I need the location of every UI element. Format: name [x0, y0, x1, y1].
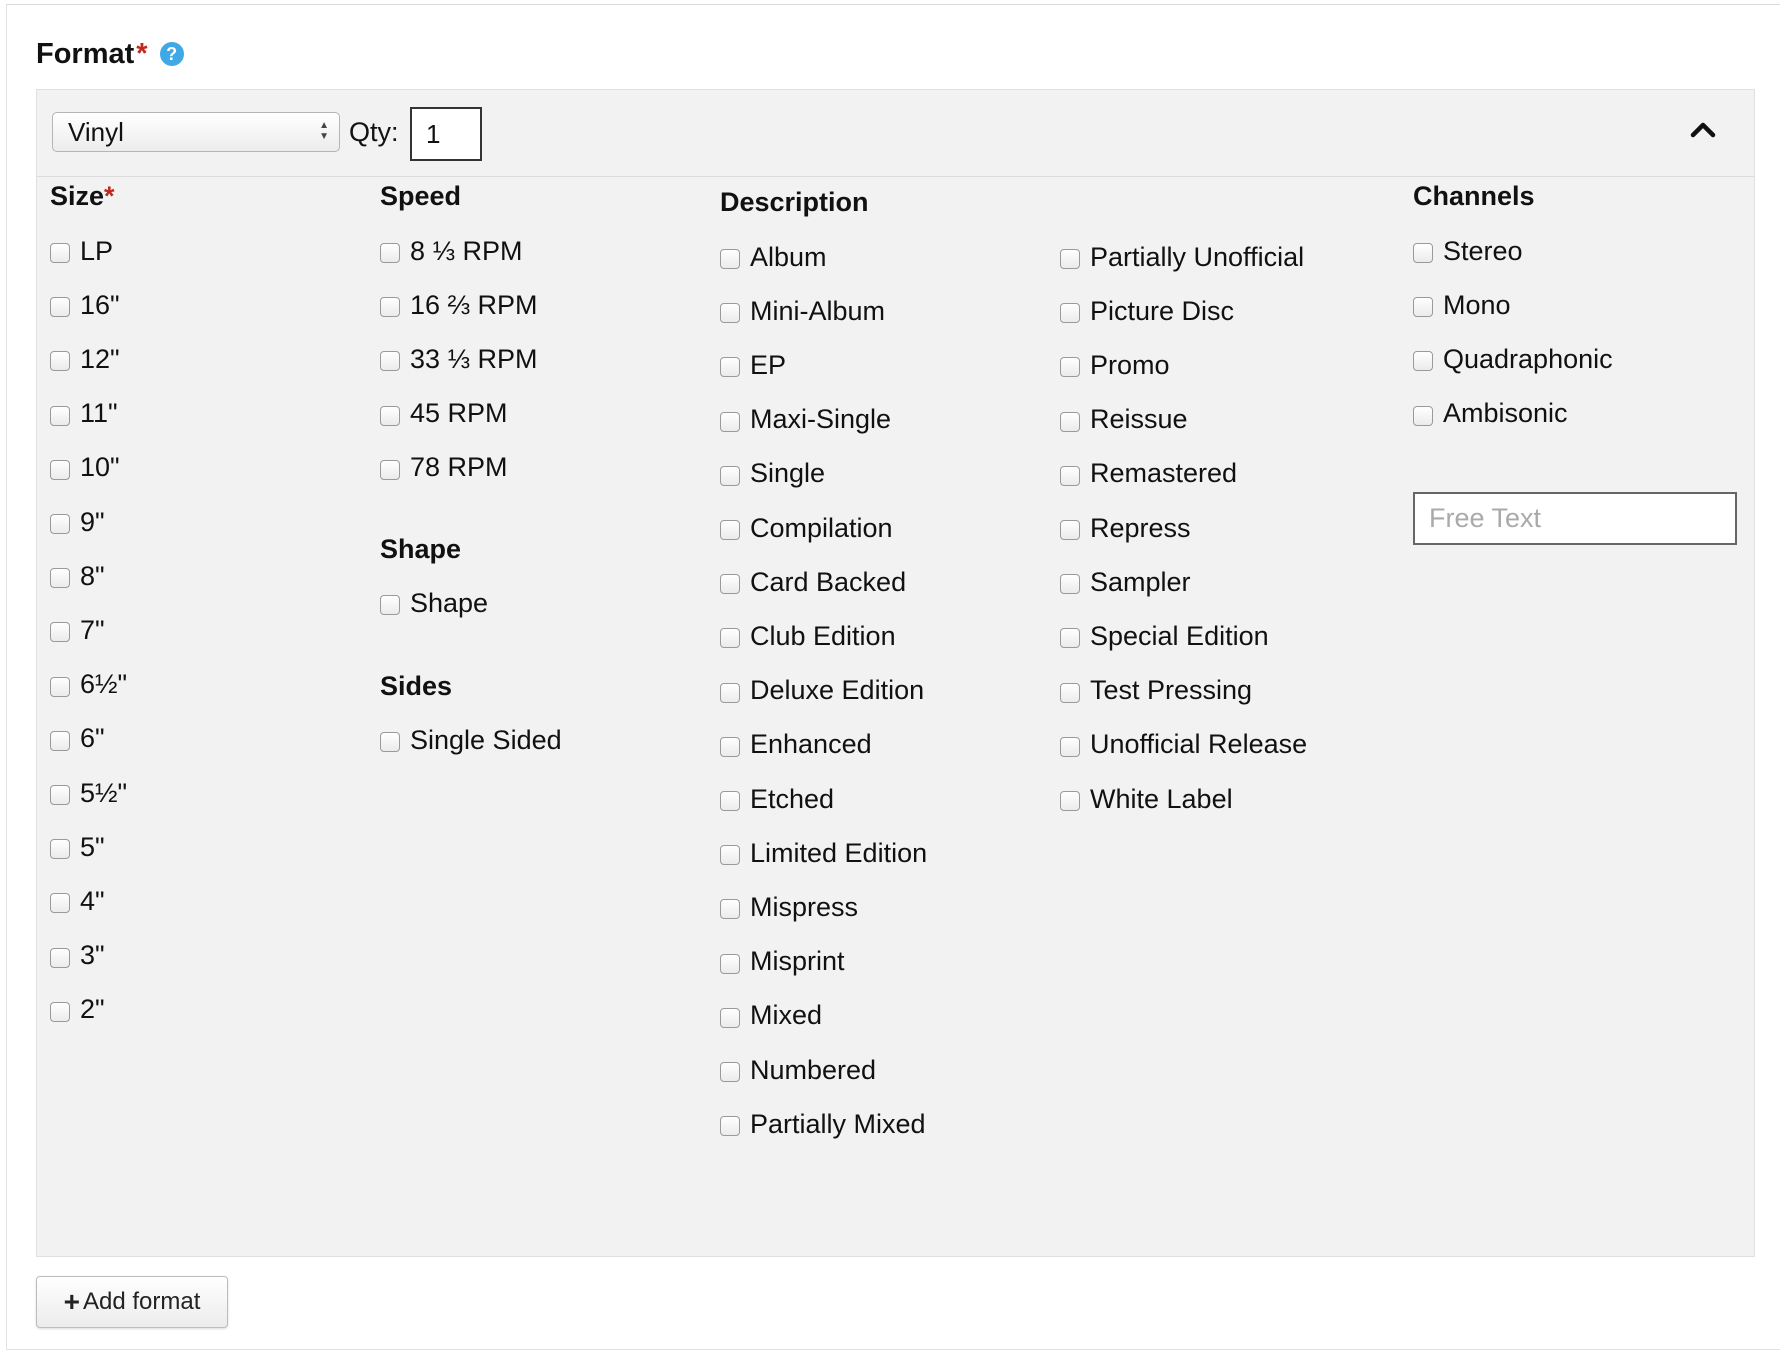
checkbox-label: 16": [80, 289, 120, 320]
checkbox[interactable]: [50, 243, 70, 263]
checkbox[interactable]: [1413, 406, 1433, 426]
checkbox-option[interactable]: [50, 885, 105, 917]
checkbox[interactable]: [720, 683, 740, 703]
checkbox-option[interactable]: [50, 289, 120, 321]
checkbox-option[interactable]: [50, 398, 118, 430]
format-label: Format: [36, 37, 135, 70]
checkbox-label: 6": [80, 723, 105, 754]
chevron-up-icon[interactable]: [1688, 114, 1718, 144]
checkbox-option[interactable]: [720, 946, 845, 978]
checkbox-option[interactable]: [1060, 349, 1170, 381]
checkbox[interactable]: [50, 731, 70, 751]
checkbox-option[interactable]: [720, 404, 891, 436]
checkbox-option[interactable]: [50, 723, 105, 755]
checkbox[interactable]: [380, 460, 400, 480]
checkbox[interactable]: [720, 954, 740, 974]
checkbox-option[interactable]: [1413, 235, 1523, 267]
checkbox[interactable]: [50, 568, 70, 588]
checkbox[interactable]: [380, 243, 400, 263]
checkbox[interactable]: [720, 1062, 740, 1082]
speed-title: Speed: [380, 181, 462, 211]
checkbox-label: 6½": [80, 669, 128, 700]
checkbox-label: Promo: [1090, 349, 1170, 380]
checkbox-option[interactable]: [1060, 783, 1233, 815]
checkbox[interactable]: [720, 357, 740, 377]
checkbox[interactable]: [50, 406, 70, 426]
checkbox-label: Numbered: [750, 1054, 877, 1085]
checkbox-label: 8 ⅓ RPM: [410, 235, 523, 266]
checkbox-option[interactable]: [50, 777, 127, 809]
checkbox[interactable]: [720, 845, 740, 865]
checkbox[interactable]: [1060, 737, 1080, 757]
checkbox[interactable]: [380, 406, 400, 426]
checkbox-label: 5": [80, 831, 105, 862]
checkbox-label: EP: [750, 349, 787, 380]
checkbox-option[interactable]: [1413, 343, 1613, 375]
checkbox-label: 7": [80, 614, 105, 645]
checkbox[interactable]: [50, 893, 70, 913]
checkbox-option[interactable]: [50, 940, 105, 972]
checkbox-label: 11": [80, 398, 118, 429]
checkbox-label: Unofficial Release: [1090, 729, 1308, 760]
checkbox-label: Mixed: [750, 1000, 823, 1031]
channels-free-text-input[interactable]: Free Text: [1413, 492, 1737, 545]
checkbox-label: 45 RPM: [410, 398, 508, 429]
checkbox-label: 3": [80, 940, 105, 971]
checkbox-label: Album: [750, 241, 827, 272]
checkbox-label: Stereo: [1443, 235, 1523, 266]
checkbox-option[interactable]: [380, 398, 508, 430]
checkbox[interactable]: [50, 460, 70, 480]
checkbox[interactable]: [1060, 249, 1080, 269]
checkbox-label: Limited Edition: [750, 837, 928, 868]
format-type-select[interactable]: [52, 112, 340, 152]
checkbox-option[interactable]: [50, 614, 105, 646]
checkbox-label: Reissue: [1090, 404, 1188, 435]
checkbox-label: Quadraphonic: [1443, 343, 1613, 374]
format-panel-header: [37, 90, 1754, 177]
checkbox-label: 12": [80, 343, 120, 374]
checkbox-option[interactable]: [50, 831, 105, 863]
checkbox[interactable]: [1060, 520, 1080, 540]
checkbox-option[interactable]: [720, 1108, 926, 1140]
checkbox-option[interactable]: [1060, 566, 1191, 598]
checkbox[interactable]: [50, 839, 70, 859]
qty-input[interactable]: 1: [410, 107, 482, 161]
checkbox-option[interactable]: [1413, 398, 1568, 430]
required-mark: *: [136, 37, 148, 70]
checkbox[interactable]: [50, 785, 70, 805]
checkbox[interactable]: [720, 791, 740, 811]
checkbox-option[interactable]: [50, 560, 105, 592]
checkbox-option[interactable]: [1060, 729, 1307, 761]
checkbox-label: 9": [80, 506, 105, 537]
checkbox[interactable]: [380, 351, 400, 371]
checkbox-label: Etched: [750, 783, 835, 814]
checkbox-option[interactable]: [720, 837, 927, 869]
checkbox[interactable]: [50, 677, 70, 697]
checkbox-option[interactable]: [50, 343, 120, 375]
checkbox-option[interactable]: [50, 452, 120, 484]
checkbox[interactable]: [380, 595, 400, 615]
checkbox-option[interactable]: [720, 620, 896, 652]
checkbox[interactable]: [720, 628, 740, 648]
add-format-label: Add format: [82, 1288, 201, 1315]
checkbox[interactable]: [720, 520, 740, 540]
checkbox-option[interactable]: [1060, 620, 1269, 652]
checkbox[interactable]: [380, 732, 400, 752]
checkbox-label: Partially Mixed: [750, 1108, 926, 1139]
qty-label: Qty:: [349, 117, 399, 147]
checkbox-option[interactable]: [380, 452, 508, 484]
checkbox-label: Enhanced: [750, 729, 872, 760]
checkbox-label: 33 ⅓ RPM: [410, 343, 538, 374]
checkbox-option[interactable]: [720, 349, 786, 381]
size-required-mark: *: [104, 181, 115, 211]
checkbox[interactable]: [1060, 791, 1080, 811]
checkbox-label: Mini-Album: [750, 295, 886, 326]
checkbox-label: Picture Disc: [1090, 295, 1235, 326]
checkbox-option[interactable]: [720, 675, 924, 707]
checkbox[interactable]: [1413, 297, 1433, 317]
checkbox-label: White Label: [1090, 783, 1233, 814]
checkbox-option[interactable]: [1060, 512, 1191, 544]
sides-title: Sides: [380, 671, 453, 701]
checkbox-option[interactable]: [720, 729, 872, 761]
channels-title: Channels: [1413, 181, 1535, 211]
checkbox-label: 16 ⅔ RPM: [410, 289, 538, 320]
checkbox-label: 2": [80, 994, 105, 1025]
checkbox-label: Test Pressing: [1090, 675, 1253, 706]
checkbox-option[interactable]: [1060, 404, 1188, 436]
checkbox[interactable]: [1060, 303, 1080, 323]
checkbox[interactable]: [50, 297, 70, 317]
checkbox-option[interactable]: [720, 783, 834, 815]
checkbox[interactable]: [50, 622, 70, 642]
checkbox-label: Repress: [1090, 512, 1191, 543]
checkbox[interactable]: [720, 574, 740, 594]
checkbox[interactable]: [720, 1008, 740, 1028]
checkbox-option[interactable]: [380, 235, 523, 267]
checkbox-option[interactable]: [50, 994, 105, 1026]
checkbox[interactable]: [720, 303, 740, 323]
checkbox-label: Misprint: [750, 946, 845, 977]
checkbox-option[interactable]: [50, 669, 127, 701]
checkbox-label: Remastered: [1090, 458, 1238, 489]
checkbox-label: Maxi-Single: [750, 404, 892, 435]
checkbox-option[interactable]: [1060, 295, 1234, 327]
checkbox-option[interactable]: [380, 289, 538, 321]
checkbox-label: Club Edition: [750, 620, 896, 651]
size-title-text: Size: [50, 181, 105, 211]
checkbox-label: Compilation: [750, 512, 893, 543]
checkbox-option[interactable]: [1060, 675, 1252, 707]
checkbox-label: Partially Unofficial: [1090, 241, 1305, 272]
checkbox[interactable]: [50, 948, 70, 968]
checkbox-option[interactable]: [1060, 241, 1304, 273]
description-title: Description: [720, 187, 869, 217]
shape-title: Shape: [380, 534, 462, 564]
checkbox-label: 5½": [80, 777, 128, 808]
checkbox-option[interactable]: [720, 241, 827, 273]
checkbox-label: Single Sided: [410, 724, 562, 755]
checkbox-label: Sampler: [1090, 566, 1191, 597]
checkbox[interactable]: [50, 351, 70, 371]
checkbox-option[interactable]: [1413, 289, 1511, 321]
checkbox[interactable]: [1060, 412, 1080, 432]
checkbox-label: 10": [80, 452, 120, 483]
checkbox[interactable]: [720, 249, 740, 269]
checkbox-option[interactable]: [380, 343, 538, 375]
checkbox-option[interactable]: [720, 458, 825, 490]
checkbox-option[interactable]: [720, 295, 885, 327]
checkbox-option[interactable]: [720, 1054, 876, 1086]
checkbox-label: Single: [750, 458, 826, 489]
checkbox-label: Card Backed: [750, 566, 907, 597]
checkbox-label: Special Edition: [1090, 620, 1269, 651]
checkbox[interactable]: [1060, 683, 1080, 703]
checkbox[interactable]: [1413, 243, 1433, 263]
checkbox-label: Ambisonic: [1443, 398, 1568, 429]
checkbox-option[interactable]: [720, 566, 906, 598]
checkbox-label: 4": [80, 885, 105, 916]
checkbox-option[interactable]: [380, 724, 562, 756]
checkbox-label: LP: [80, 235, 114, 266]
checkbox-option[interactable]: [720, 512, 893, 544]
checkbox-option[interactable]: [720, 1000, 822, 1032]
select-arrows-icon: ▲ ▼: [319, 120, 329, 142]
checkbox[interactable]: [50, 1002, 70, 1022]
checkbox-label: 78 RPM: [410, 452, 508, 483]
checkbox[interactable]: [1060, 357, 1080, 377]
checkbox[interactable]: [720, 466, 740, 486]
checkbox[interactable]: [1060, 628, 1080, 648]
checkbox-label: Mispress: [750, 891, 859, 922]
format-type-value: Vinyl: [68, 117, 124, 147]
checkbox[interactable]: [1413, 351, 1433, 371]
checkbox[interactable]: [720, 737, 740, 757]
help-icon[interactable]: ?: [160, 42, 184, 66]
checkbox[interactable]: [720, 1116, 740, 1136]
checkbox[interactable]: [1060, 466, 1080, 486]
checkbox[interactable]: [380, 297, 400, 317]
checkbox-option[interactable]: [720, 891, 858, 923]
checkbox-label: Shape: [410, 587, 489, 618]
checkbox[interactable]: [50, 514, 70, 534]
checkbox[interactable]: [720, 899, 740, 919]
format-heading: [36, 36, 184, 72]
checkbox-label: Mono: [1443, 289, 1511, 320]
checkbox-option[interactable]: [50, 506, 105, 538]
size-title: [50, 180, 115, 212]
checkbox[interactable]: [1060, 574, 1080, 594]
add-format-button[interactable]: [36, 1276, 228, 1328]
checkbox-option[interactable]: [1060, 458, 1237, 490]
checkbox-label: Deluxe Edition: [750, 675, 925, 706]
checkbox-option[interactable]: [50, 235, 113, 267]
checkbox-label: 8": [80, 560, 105, 591]
checkbox-option[interactable]: [380, 587, 488, 619]
format-panel: [36, 89, 1755, 1257]
plus-icon: +: [63, 1286, 80, 1317]
checkbox[interactable]: [720, 412, 740, 432]
